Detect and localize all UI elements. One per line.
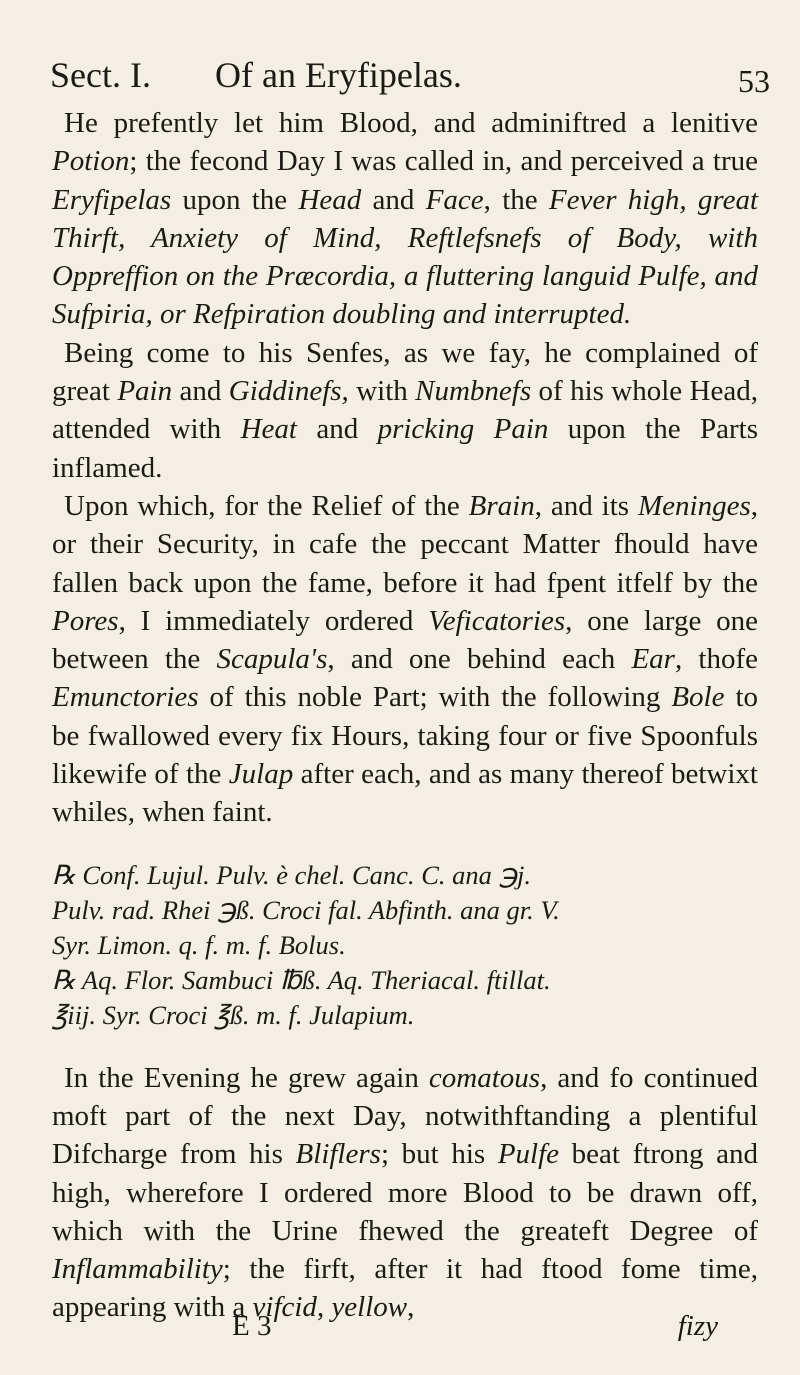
text-run: upon the [171, 183, 299, 216]
italic-run: Giddinefs, [228, 375, 349, 408]
italic-run: Heat [240, 413, 297, 446]
text-run: of this noble Part; with the following [198, 681, 672, 714]
catchword: fizy [677, 1310, 718, 1342]
text-run: and [172, 375, 229, 408]
italic-run: yellow [331, 1291, 408, 1324]
italic-run: Potion [52, 145, 130, 178]
italic-run: Scapula's [216, 643, 328, 676]
signature-mark: E 3 [232, 1310, 272, 1342]
italic-run: Fever high, great Thirft, Anxiety of Mind, Reftlefsnefs of Body, with Oppreffion on the Præcordia, a fluttering languid Pulfe, and Sufpiria, or Refpiration doubling and interrupted. [52, 183, 759, 331]
text-run: , and its [534, 489, 638, 522]
text-run: , or their Security, in cafe the peccant Matter fhould have fallen back upon the fame, before it had fpent itfelf by the [52, 489, 758, 599]
italic-run: Eryfipelas [52, 183, 172, 216]
italic-run: Pores [52, 604, 119, 637]
text-run: , thofe [674, 643, 758, 676]
text-run: upon the Parts inflamed. [52, 413, 758, 484]
text-run: Upon which, for the Relief of the [64, 489, 469, 522]
text-run: , the [483, 183, 549, 216]
italic-run: Pulfe [497, 1138, 560, 1171]
running-header [50, 50, 770, 100]
running-title: Of an Eryfipelas. [215, 55, 462, 95]
italic-run: Veficatories [428, 604, 566, 637]
italic-run: Emunctories [52, 681, 199, 714]
prescription-block [52, 858, 758, 1033]
italic-run: Face [425, 183, 484, 216]
text-run: , I immediately ordered [118, 604, 429, 637]
text-run: and [361, 183, 426, 216]
text-run: , and fo continued moft part of the next Day, notwithftanding a plentiful Difcharge from his [52, 1061, 759, 1171]
text-run: of his whole Head, attended with [52, 375, 758, 446]
italic-run: pricking Pain [377, 413, 549, 446]
page-footer [52, 1306, 758, 1346]
paragraph-2 [52, 334, 758, 487]
text-run: beat ftrong and high, wherefore I ordered more Blood to be drawn off, which with the Urine fhewed the greateft Degree of [52, 1138, 758, 1247]
text-run: , [316, 1291, 332, 1324]
text-run: after each, and as many thereof betwixt whiles, when faint. [52, 758, 758, 829]
italic-run: Julap [228, 758, 294, 791]
prescription-line: ℞ Conf. Lujul. Pulv. è chel. Canc. C. ana ℈j. [52, 859, 531, 890]
italic-run: Meninges [637, 489, 751, 522]
text-run: In the Evening he grew again [64, 1061, 429, 1094]
italic-run: vifcid [252, 1291, 317, 1324]
italic-run: Pain [117, 375, 173, 408]
text-run: , one large one between the [52, 604, 758, 676]
italic-run: Bole [671, 681, 725, 714]
section-label: Sect. I. [50, 55, 151, 95]
prescription-line: Pulv. rad. Rhei ℈ß. Croci fal. Abfinth. ana gr. V. [52, 894, 560, 925]
text-run: ; but his [380, 1138, 498, 1171]
italic-run: Head [298, 183, 362, 216]
text-run: , [407, 1291, 415, 1324]
text-run: ; the fecond Day I was called in, and perceived a true [129, 145, 758, 178]
italic-run: Inflammability [52, 1253, 223, 1286]
text-run: , and one behind each [327, 643, 632, 676]
text-run: with [348, 375, 416, 408]
text-run: to be fwallowed every fix Hours, taking four or five Spoonfuls likewife of the [52, 681, 759, 791]
text-run: and [296, 413, 378, 446]
prescription-line: ℞ Aq. Flor. Sambuci ℔ß. Aq. Theriacal. ftillat. [52, 964, 551, 995]
paragraph-4 [52, 1059, 758, 1327]
text-body [52, 104, 758, 1327]
italic-run: Ear [631, 643, 675, 676]
paragraph-1 [52, 104, 758, 334]
page-number: 53 [738, 63, 770, 99]
prescription-line: ℥iij. Syr. Croci ℥ß. m. f. Julapium. [52, 999, 415, 1030]
text-run: Being come to his Senfes, as we fay, he complained of great [52, 336, 758, 408]
text-run: ; the firft, after it had ftood fome time, appearing with a [52, 1253, 758, 1324]
italic-run: Brain [468, 489, 535, 522]
italic-run: comatous [428, 1061, 541, 1094]
prescription-line: Syr. Limon. q. f. m. f. Bolus. [52, 929, 346, 960]
paragraph-3 [52, 487, 758, 832]
text-run: He prefently let him Blood, and adminiftred a lenitive [64, 107, 758, 139]
italic-run: Numbnefs [415, 375, 532, 408]
italic-run: Bliflers [295, 1138, 381, 1171]
